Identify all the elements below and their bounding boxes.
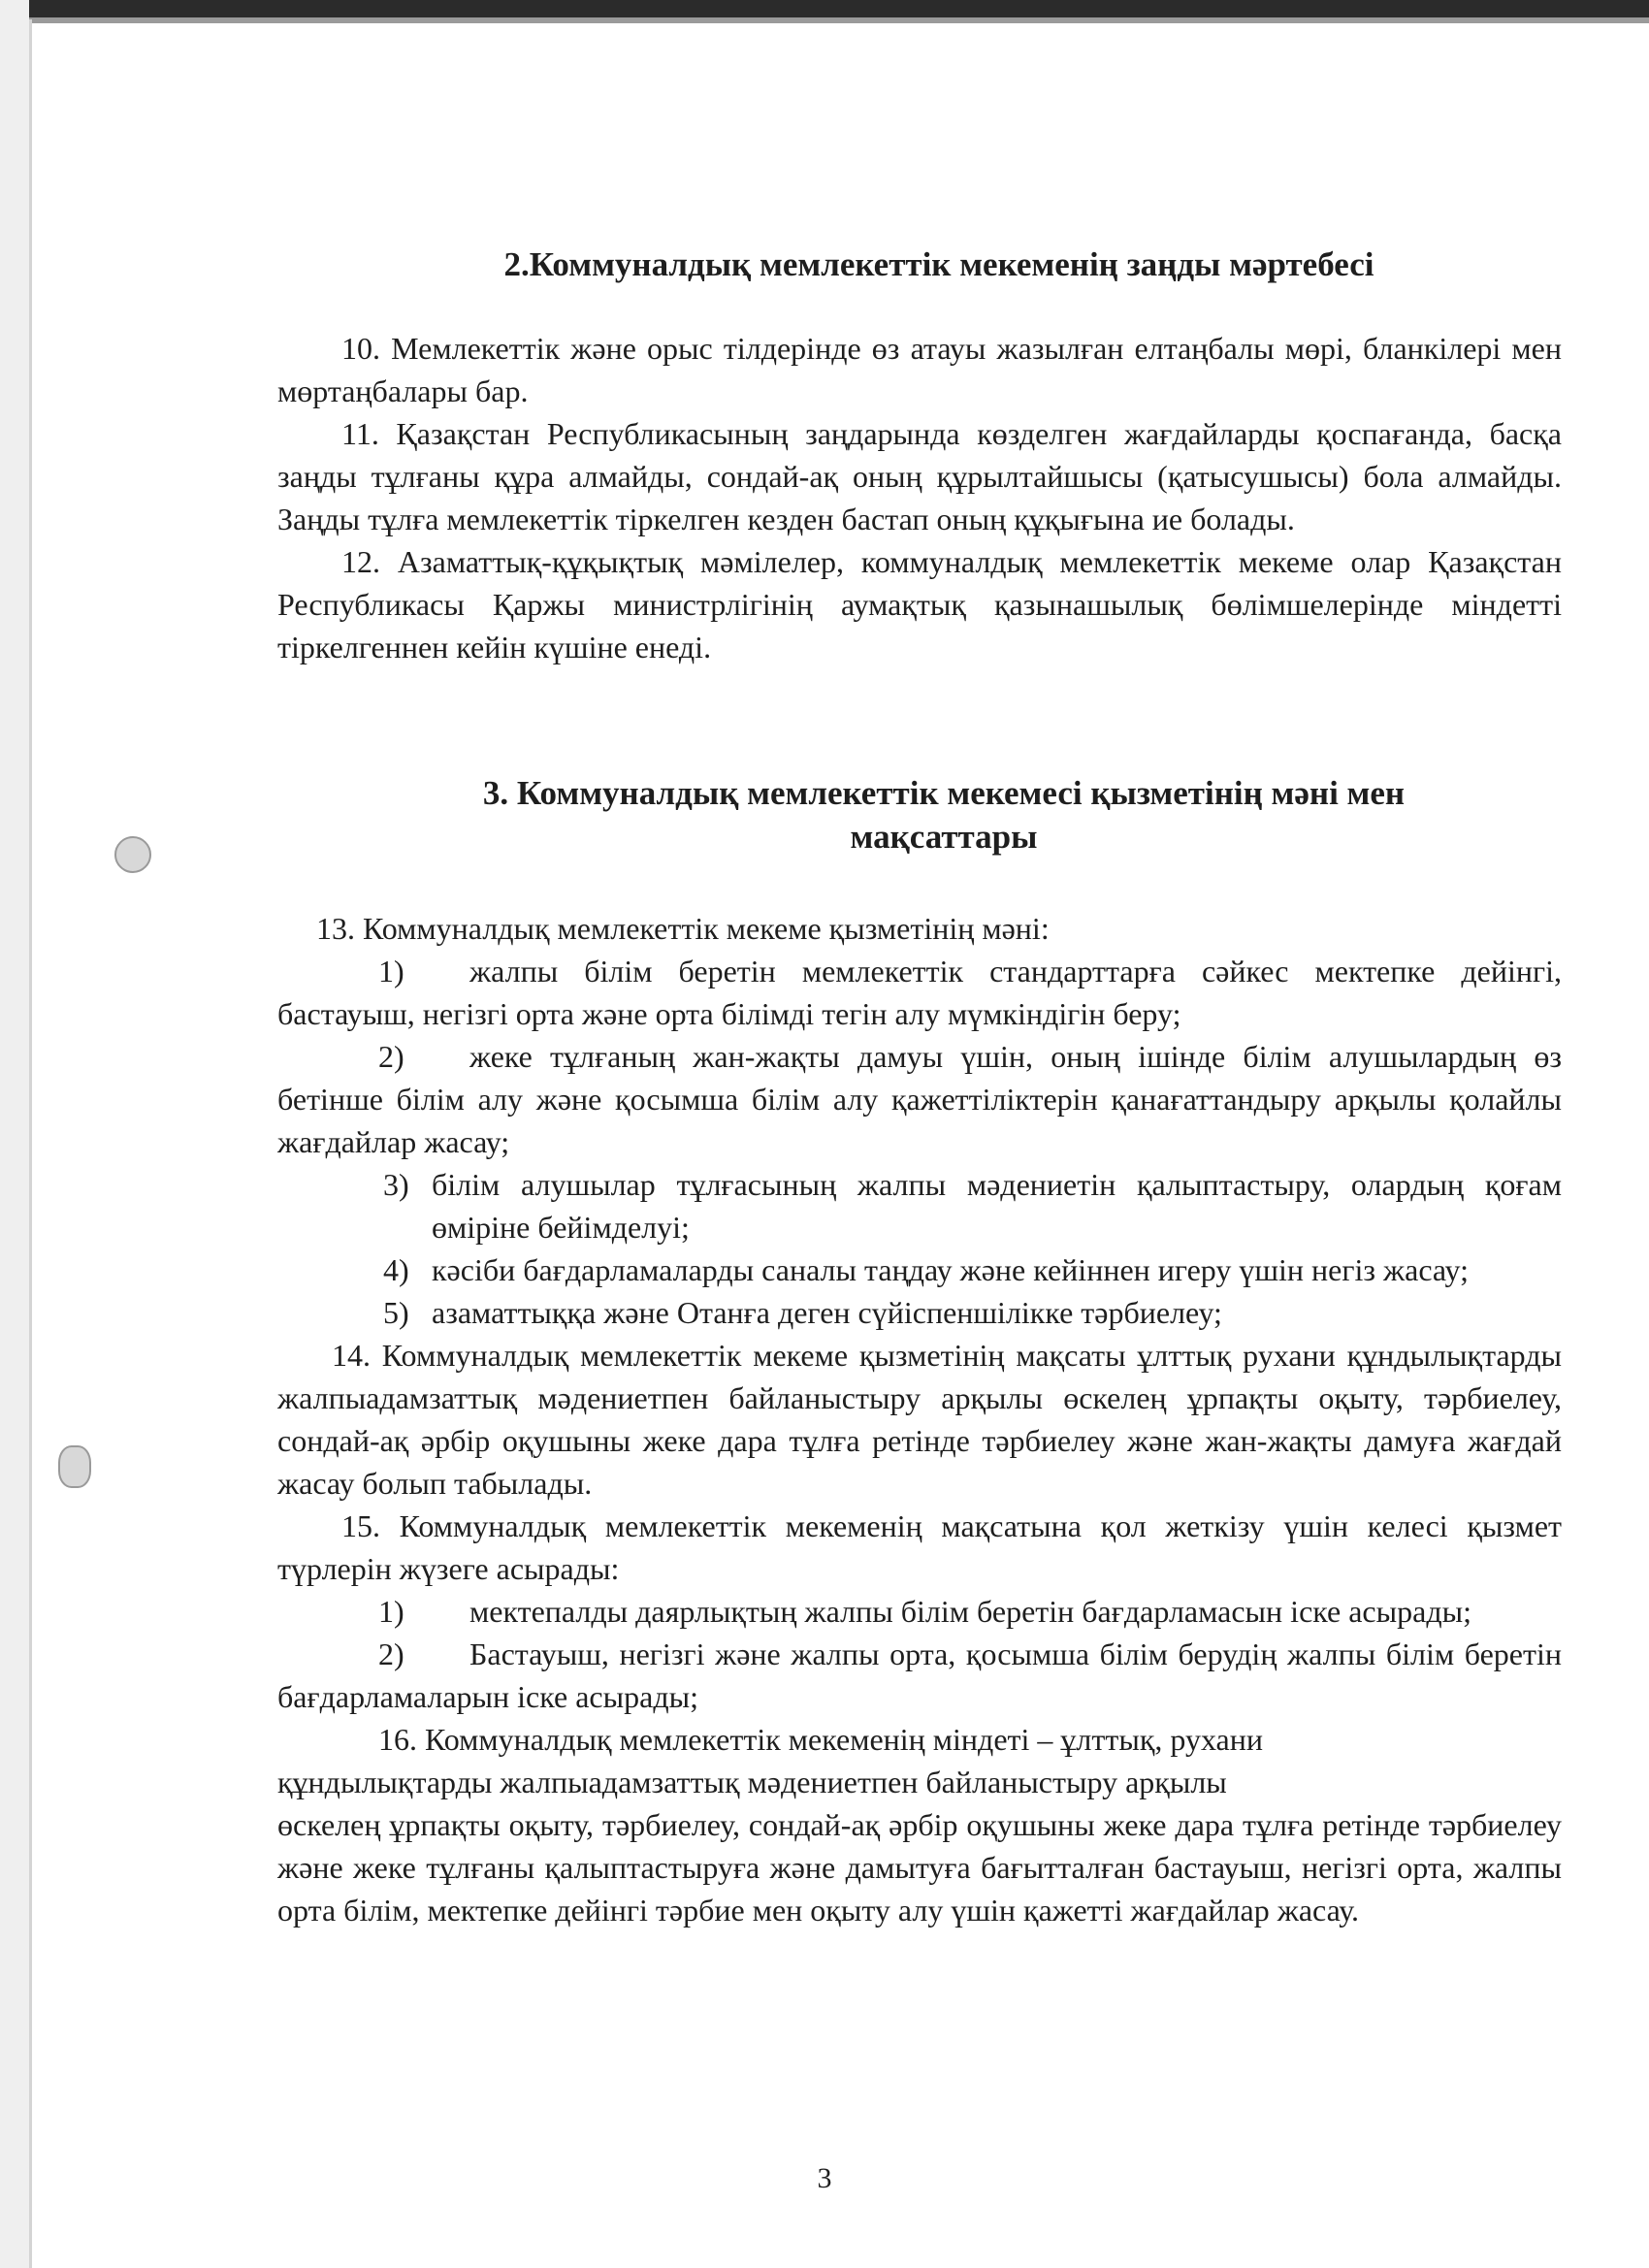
spacer — [277, 286, 1562, 327]
paragraph-15-item-2 — [277, 1633, 1562, 1718]
paragraph-15-item-1 — [277, 1590, 1562, 1633]
spacer — [277, 859, 1562, 907]
paragraph-13-item-3 — [277, 1163, 1562, 1248]
binder-hole-lower — [58, 1445, 91, 1488]
scan-top-shadow — [0, 17, 1649, 23]
scan-left-margin — [0, 0, 29, 2268]
page-number: 3 — [817, 2162, 832, 2194]
paragraph-13-item-2 — [277, 1035, 1562, 1163]
paragraph-13-item-1 — [277, 950, 1562, 1035]
item-number: 3) — [383, 1167, 409, 1202]
document-page — [277, 243, 1562, 1931]
paragraph-13-item-4 — [277, 1248, 1562, 1291]
item-text: жеке тұлғаның жан-жақты дамуы үшін, оның ішінде білім алушылардың өз бетінше білім алу және қосымша білім алу қажеттіліктерін қанағаттандыру арқылы қолайлы жағдайлар жасау; — [277, 1039, 1562, 1159]
paragraph-13: 13. Коммуналдық мемлекеттік мекеме қызметінің мәні: — [316, 911, 1050, 946]
paragraph-16-line-2: құндылықтарды жалпыадамзаттық мәдениетпен байланыстыру арқылы — [277, 1765, 1227, 1799]
item-text: азаматтыққа және Отанға деген сүйіспеншілікке тәрбиелеу; — [432, 1295, 1222, 1330]
item-text: білім алушылар тұлғасының жалпы мәдениетін қалыптастыру, олардың қоғам өміріне бейімделуі; — [432, 1167, 1562, 1245]
scan-top-border — [0, 0, 1649, 17]
scan-left-edge — [29, 19, 32, 2268]
section-3-heading-line-1: 3. Коммуналдық мемлекеттік мекемесі қызметінің мәні мен — [482, 774, 1406, 812]
paragraph-13-item-5 — [277, 1291, 1562, 1334]
paragraph-10: 10. Мемлекеттік және орыс тілдерінде өз атауы жазылған елтаңбалы мөрі, бланкілері мен мөртаңбалары бар. — [277, 331, 1562, 408]
item-text: Бастауыш, негізгі және жалпы орта, қосымша білім берудің жалпы білім беретін бағдарламаларын іске асырады; — [277, 1636, 1562, 1714]
item-number: 4) — [383, 1252, 409, 1287]
item-text: мектепалды даярлықтың жалпы білім беретін бағдарламасын іске асырады; — [469, 1594, 1471, 1629]
item-number: 5) — [383, 1295, 409, 1330]
paragraph-15: 15. Коммуналдық мемлекеттік мекеменің мақсатына қол жеткізу үшін келесі қызмет түрлерін жүзеге асырады: — [277, 1508, 1562, 1586]
item-number: 1) — [378, 1594, 404, 1629]
paragraph-11: 11. Қазақстан Республикасының заңдарында көзделген жағдайларды қоспағанда, басқа заңды тұлғаны құра алмайды, сондай-ақ оның құрылтайшысы (қатысушысы) бола алмайды. Заңды тұлға мемлекеттік тіркелген кезден бастап оның құқығына ие болады. — [277, 416, 1562, 536]
paragraph-16-rest: өскелең ұрпақты оқыту, тәрбиелеу, сондай-ақ әрбір оқушыны жеке дара тұлға ретінде тәрбиелеу және жеке тұлғаны қалыптастыруға және дамытуға бағытталған бастауыш, негізгі орта, жалпы орта білім, мектепке дейінгі тәрбие мен оқыту алу үшін қажетті жағдайлар жасау. — [277, 1807, 1562, 1928]
item-number: 2) — [378, 1039, 404, 1074]
section-3-heading — [277, 771, 1562, 859]
spacer — [277, 668, 1562, 771]
item-text: жалпы білім беретін мемлекеттік стандарттарға сәйкес мектепке дейінгі, бастауыш, негізгі орта және орта білімді тегін алу мүмкіндігін беру; — [277, 954, 1562, 1031]
item-number: 2) — [378, 1636, 404, 1671]
item-number: 1) — [378, 954, 404, 988]
section-2-heading: 2.Коммуналдық мемлекеттік мекеменің заңды мәртебесі — [503, 245, 1374, 283]
item-text: кәсіби бағдарламаларды саналы таңдау және кейіннен игеру үшін негіз жасау; — [432, 1252, 1469, 1287]
paragraph-16-line-1: 16. Коммуналдық мемлекеттік мекеменің міндеті – ұлттық, рухани — [378, 1722, 1263, 1757]
section-3-heading-line-2: мақсаттары — [850, 818, 1038, 856]
paragraph-12: 12. Азаматтық-құқықтық мәмілелер, коммуналдық мемлекеттік мекеме олар Қазақстан Республикасы Қаржы министрлігінің аумақтық қазынашылық бөлімшелерінде міндетті тіркелгеннен кейін күшіне енеді. — [277, 544, 1562, 664]
binder-hole-upper — [114, 836, 151, 873]
paragraph-14: 14. Коммуналдық мемлекеттік мекеме қызметінің мақсаты ұлттық рухани құндылықтарды жалпыадамзаттық мәдениетпен байланыстыру арқылы өскелең ұрпақты оқыту, тәрбиелеу, сондай-ақ әрбір оқушыны жеке дара тұлға ретінде тәрбиелеу және жан-жақты дамуға жағдай жасау болып табылады. — [277, 1338, 1562, 1501]
